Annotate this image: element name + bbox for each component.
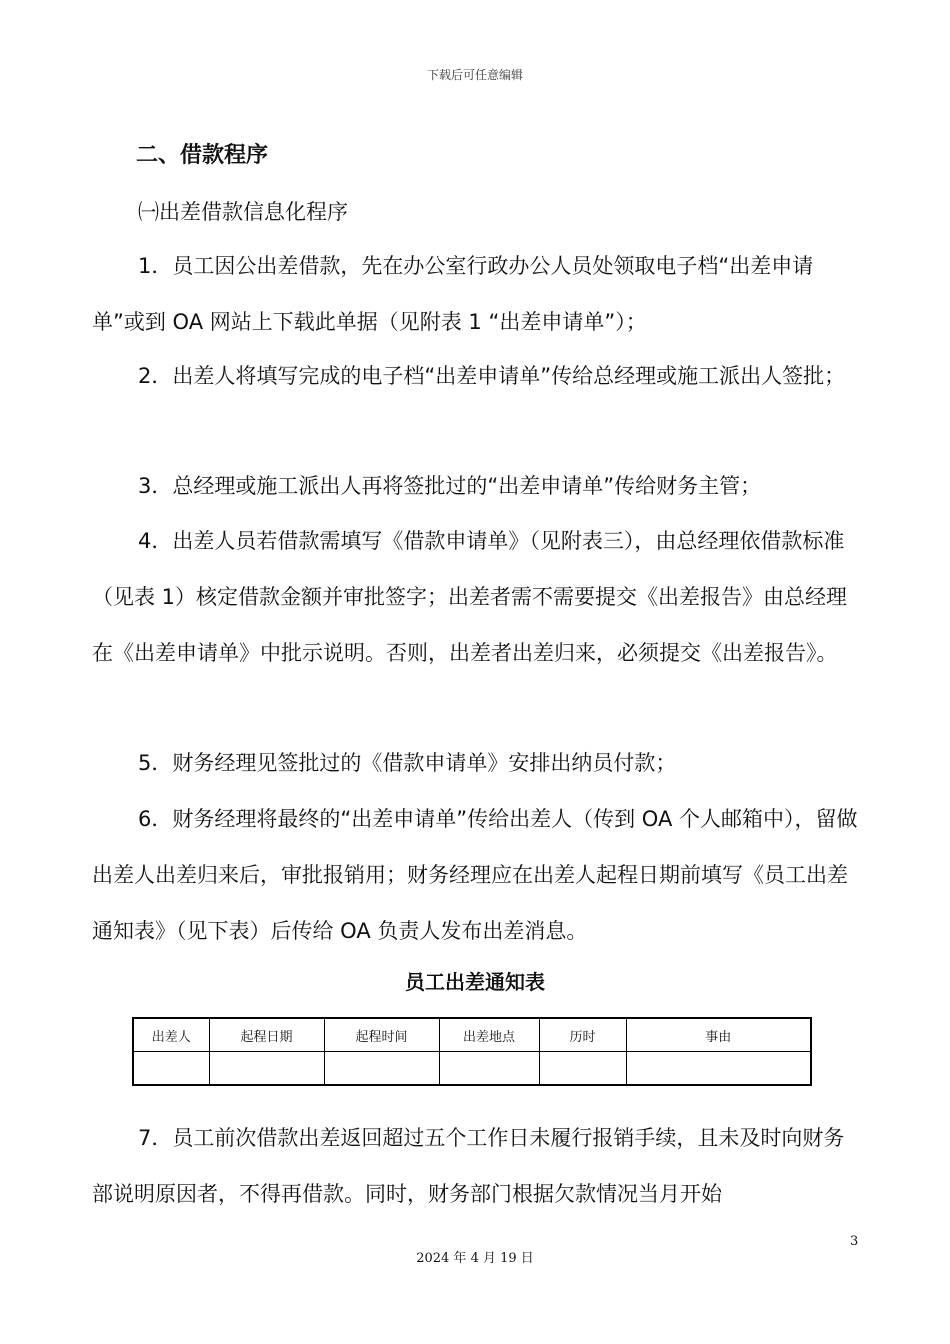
section-title: 二、借款程序 <box>136 143 269 168</box>
page-header: 下载后可任意编辑 <box>426 68 523 82</box>
table-header-cell: 起程日期 <box>209 1018 324 1052</box>
table-header-cell: 出差地点 <box>439 1018 539 1052</box>
paragraph-6: 6．财务经理将最终的“出差申请单”传给出差人（传到 OA 个人邮箱中），留做出差人出差归来后，审批报销用；财务经理应在出差人起程日期前填写《员工出差通知表》（见下表）后传给 OA 负责人发布出差消息。 <box>92 807 858 943</box>
table-cell <box>439 1052 539 1086</box>
paragraph-1: 1．员工因公出差借款，先在办公室行政办公人员处领取电子档“出差申请单”或到 OA 网站上下载此单据（见附表 1 “出差申请单”）； <box>92 254 814 334</box>
paragraph-3: 3．总经理或施工派出人再将签批过的“出差申请单”传给财务主管； <box>138 474 762 498</box>
table-header-cell: 出差人 <box>133 1018 209 1052</box>
travel-notice-table <box>132 1017 812 1086</box>
table-header-cell: 历时 <box>539 1018 626 1052</box>
table-cell <box>626 1052 811 1086</box>
table-header-cell: 事由 <box>626 1018 811 1052</box>
table-cell <box>133 1052 209 1086</box>
paragraph-4: 4．出差人员若借款需填写《借款申请单》（见附表三），由总经理依借款标准（见表 1）核定借款金额并审批签字；出差者需不需要提交《出差报告》由总经理在《出差申请单》中批示说明。否则，出差者出差归来，必须提交《出差报告》。 <box>92 529 848 665</box>
table-header-row <box>133 1018 811 1052</box>
table-cell <box>324 1052 439 1086</box>
sub-title: ㈠出差借款信息化程序 <box>138 200 348 224</box>
paragraph-7: 7．员工前次借款出差返回超过五个工作日未履行报销手续，且未及时向财务部说明原因者，不得再借款。同时，财务部门根据欠款情况当月开始 <box>92 1126 845 1206</box>
table-row <box>133 1052 811 1086</box>
table-title: 员工出差通知表 <box>405 970 545 994</box>
table-cell <box>209 1052 324 1086</box>
paragraph-2: 2．出差人将填写完成的电子档“出差申请单”传给总经理或施工派出人签批； <box>138 364 846 388</box>
table-header-cell: 起程时间 <box>324 1018 439 1052</box>
paragraph-5: 5．财务经理见签批过的《借款申请单》安排出纳员付款； <box>138 751 677 775</box>
footer-date: 2024 年 4 月 19 日 <box>416 1251 534 1266</box>
page-number: 3 <box>850 1234 859 1249</box>
table-cell <box>539 1052 626 1086</box>
